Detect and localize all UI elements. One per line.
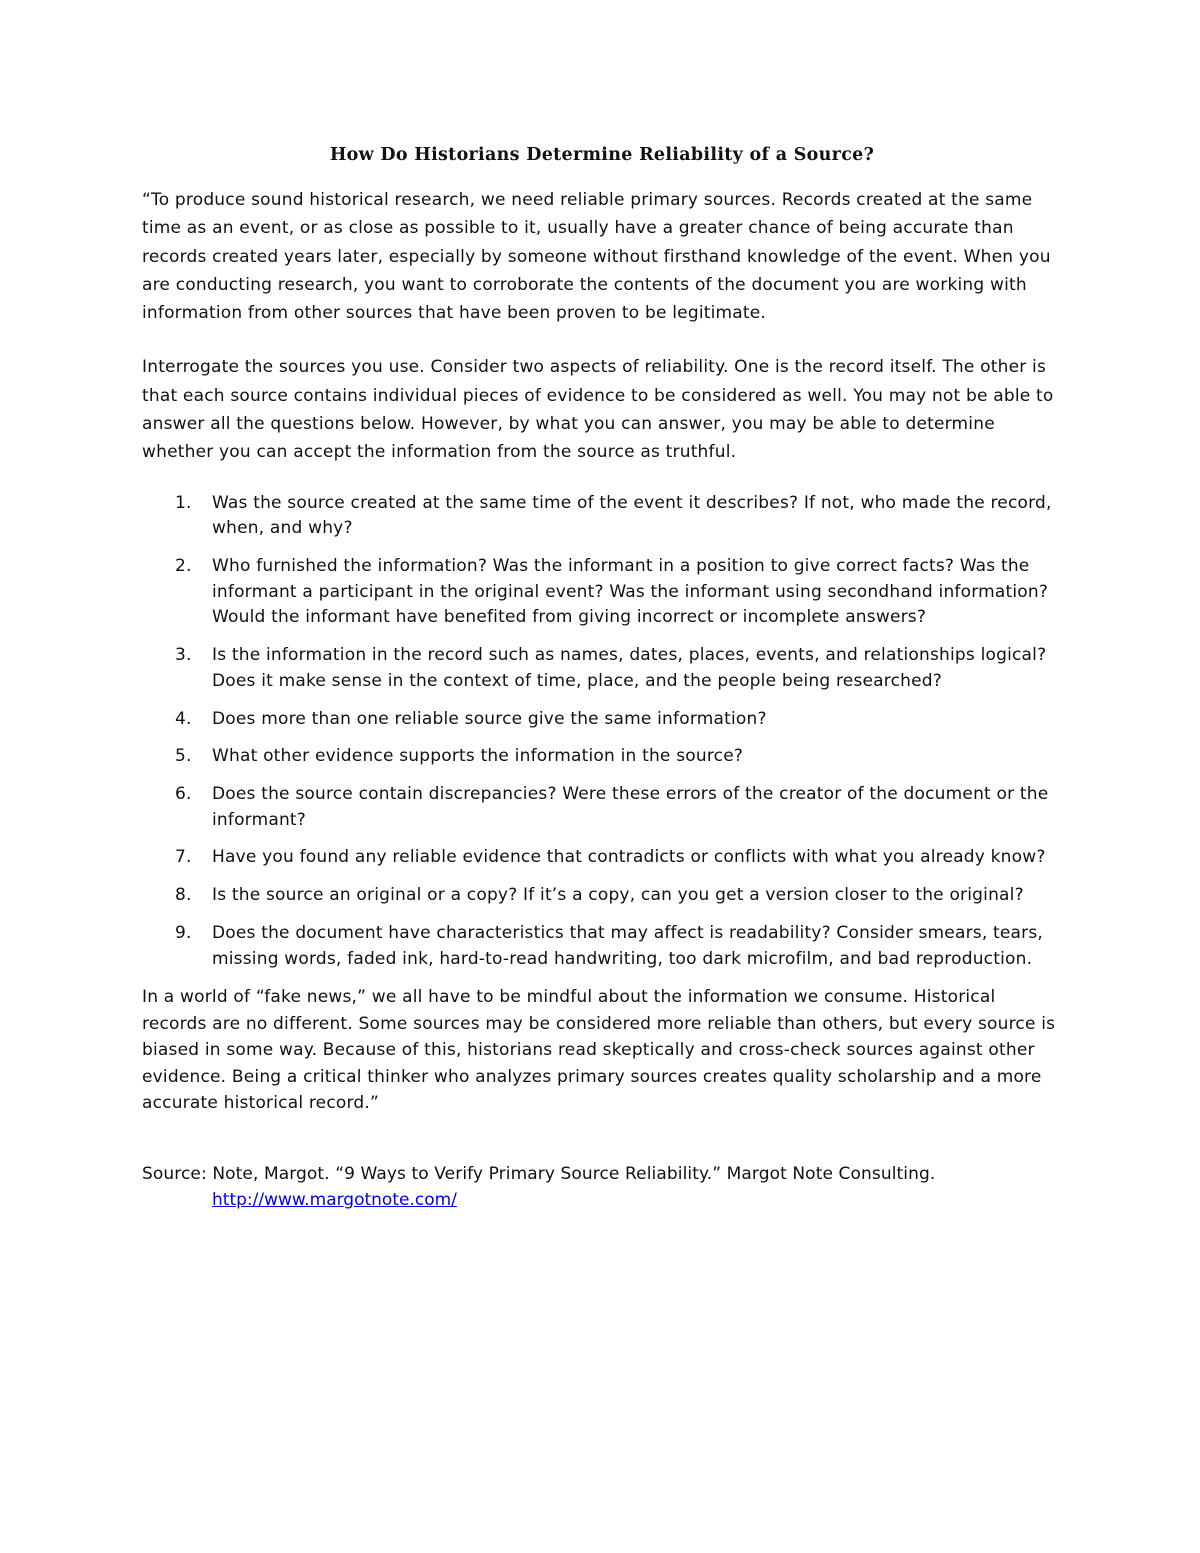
document-title: How Do Historians Determine Reliability of a Source? <box>329 145 875 165</box>
list-item <box>142 921 1062 972</box>
list-item <box>142 643 1062 694</box>
list-item <box>142 782 1062 833</box>
list-item-number: 2. <box>175 556 192 577</box>
list-item <box>142 845 1062 871</box>
list-item-text: Who furnished the information? Was the informant in a position to give correct facts? Was the informant a participant in the original event? Was the informant using secondhand information? Would the informant have benefited from giving incorrect or incomplete answers? <box>212 556 1049 628</box>
list-item-number: 5. <box>175 746 192 767</box>
source-link[interactable]: http://www.margotnote.com/ <box>212 1189 457 1210</box>
list-item-text: Have you found any reliable evidence that contradicts or conflicts with what you already know? <box>212 847 1046 868</box>
list-item-text: What other evidence supports the information in the source? <box>212 746 744 767</box>
list-item-text: Is the information in the record such as names, dates, places, events, and relationships logical? Does it make sense in the context of time, place, and the people being researched? <box>212 645 1047 691</box>
list-item-text: Does the source contain discrepancies? Were these errors of the creator of the document or the informant? <box>212 784 1049 830</box>
list-item-text: Does more than one reliable source give the same information? <box>212 708 767 729</box>
list-item-text: Was the source created at the same time of the event it describes? If not, who made the record, when, and why? <box>212 492 1052 539</box>
list-item-number: 3. <box>175 645 192 666</box>
list-item-text: Does the document have characteristics that may affect is readability? Consider smears, tears, missing words, faded ink, hard-to-read handwriting, too dark microfilm, and bad reproduction. <box>212 922 1044 969</box>
list-item <box>142 707 1062 733</box>
document-page <box>142 140 1062 1213</box>
intro-paragraph: “To produce sound historical research, we need reliable primary sources. Records created at the same time as an event, or as close as possible to it, usually have a greater chance of being accurate than records created years later, especially by someone without firsthand knowledge of the event. When you are conducting research, you want to corroborate the contents of the document you are working with information from other sources that have been proven to be legitimate. <box>142 190 1051 324</box>
source-citation: Source: Note, Margot. “9 Ways to Verify Primary Source Reliability.” Margot Note Consulting. <box>142 1163 936 1184</box>
list-item-number: 4. <box>175 708 192 729</box>
list-item-number: 8. <box>175 885 192 906</box>
list-item <box>142 554 1062 631</box>
list-item <box>142 883 1062 909</box>
list-item-number: 7. <box>175 847 192 868</box>
list-item-number: 6. <box>175 784 192 804</box>
conclusion-paragraph: In a world of “fake news,” we all have to be mindful about the information we consume. Historical records are no different. Some sources may be considered more reliable than others, but every source is biased in some way. Because of this, historians read skeptically and cross-check sources against other evidence. Being a critical thinker who analyzes primary sources creates quality scholarship and a more accurate historical record.” <box>142 987 1056 1114</box>
interrogate-paragraph: Interrogate the sources you use. Consider two aspects of reliability. One is the record itself. The other is that each source contains individual pieces of evidence to be considered as well. You may not be able to answer all the questions below. However, by what you can answer, you may be able to determine whether you can accept the information from the source as truthful. <box>142 357 1054 463</box>
list-item-number: 9. <box>175 922 192 943</box>
question-list <box>142 491 1062 973</box>
list-item <box>142 491 1062 542</box>
list-item-number: 1. <box>175 492 192 513</box>
list-item <box>142 744 1062 770</box>
list-item-text: Is the source an original or a copy? If it’s a copy, can you get a version closer to the original? <box>212 885 1024 906</box>
